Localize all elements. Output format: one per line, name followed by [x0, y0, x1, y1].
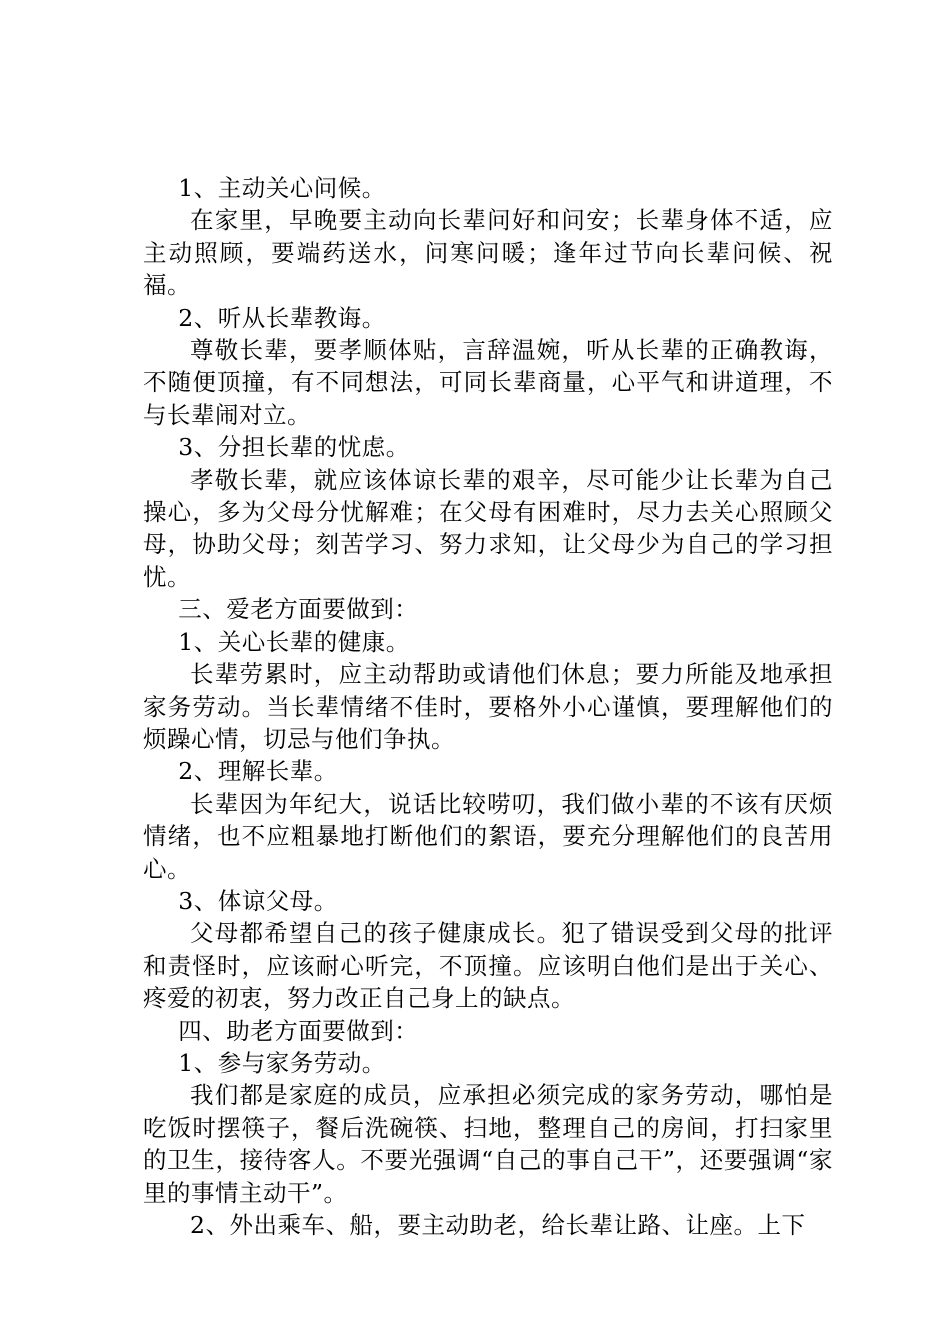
chapter-heading: 四、助老方面要做到： — [178, 1016, 419, 1045]
body-paragraph: 孝敬长辈，就应该体谅长辈的艰辛，尽可能少让长辈为自己操心，多为父母分忧解难；在父母有困难时，尽力去关心照顾父母，协助父母；刻苦学习、努力求知，让父母少为自己的学习担忧。 — [143, 465, 833, 591]
chapter-heading: 三、爱老方面要做到： — [178, 595, 419, 624]
body-paragraph: 尊敬长辈，要孝顺体贴，言辞温婉，听从长辈的正确教诲，不随便顶撞，有不同想法，可同长辈商量，心平气和讲道理，不与长辈闹对立。 — [143, 336, 833, 429]
section-heading: 3、体谅父母。 — [178, 886, 338, 915]
body-paragraph: 在家里，早晚要主动向长辈问好和问安；长辈身体不适，应主动照顾，要端药送水，问寒问暖；逢年过节向长辈问候、祝福。 — [143, 206, 833, 300]
section-heading: 2、听从长辈教诲。 — [178, 303, 386, 332]
section-heading: 1、参与家务劳动。 — [178, 1048, 386, 1077]
body-paragraph: 父母都希望自己的孩子健康成长。犯了错误受到父母的批评和责怪时，应该耐心听完，不顶撞。应该明白他们是出于关心、疼爱的初衷，努力改正自己身上的缺点。 — [143, 919, 833, 1013]
section-heading: 1、主动关心问候。 — [178, 174, 386, 202]
body-paragraph: 2、外出乘车、船，要主动助老，给长辈让路、让座。上下 — [190, 1211, 806, 1239]
body-paragraph: 长辈因为年纪大，说话比较唠叨，我们做小辈的不该有厌烦情绪，也不应粗暴地打断他们的絮语，要充分理解他们的良苦用心。 — [143, 789, 833, 883]
body-paragraph: 长辈劳累时，应主动帮助或请他们休息；要力所能及地承担家务劳动。当长辈情绪不佳时，要格外小心谨慎，要理解他们的烦躁心情，切忌与他们争执。 — [143, 660, 833, 753]
document-body — [143, 172, 833, 1241]
section-heading: 1、关心长辈的健康。 — [178, 627, 410, 656]
section-heading: 3、分担长辈的忧虑。 — [178, 433, 410, 462]
section-heading: 2、理解长辈。 — [178, 757, 338, 786]
body-paragraph: 我们都是家庭的成员，应承担必须完成的家务劳动，哪怕是吃饭时摆筷子，餐后洗碗筷、扫地，整理自己的房间，打扫家里的卫生，接待客人。不要光强调“自己的事自己干”，还要强调“家里的事情主动干”。 — [143, 1081, 833, 1207]
